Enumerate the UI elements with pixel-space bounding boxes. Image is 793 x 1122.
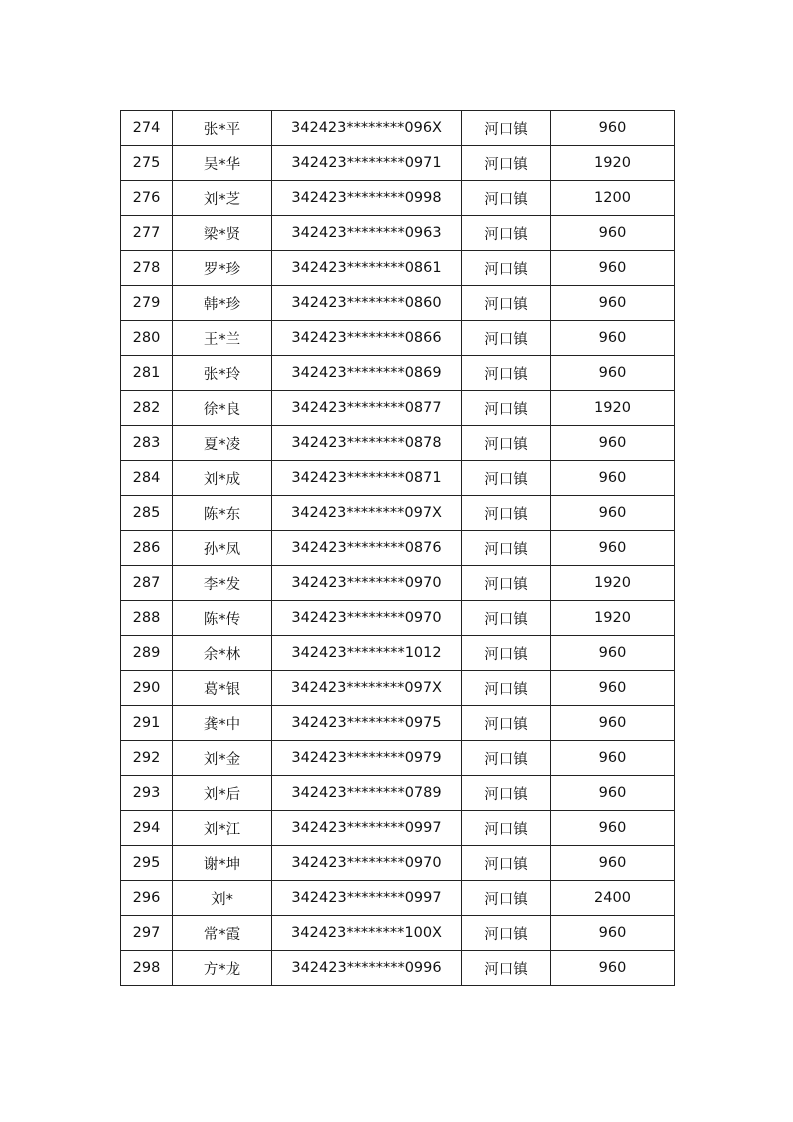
town-cell: 河口镇 <box>462 216 551 251</box>
amount-cell: 1920 <box>551 391 675 426</box>
amount-cell: 960 <box>551 811 675 846</box>
id-number-cell: 342423********0871 <box>272 461 462 496</box>
id-number-cell: 342423********0975 <box>272 706 462 741</box>
name-cell: 孙*凤 <box>173 531 272 566</box>
table-row <box>121 146 675 181</box>
amount-cell: 960 <box>551 671 675 706</box>
name-cell: 刘*成 <box>173 461 272 496</box>
name-cell: 刘*江 <box>173 811 272 846</box>
id-number-cell: 342423********0789 <box>272 776 462 811</box>
row-number-cell: 278 <box>121 251 173 286</box>
row-number-cell: 285 <box>121 496 173 531</box>
row-number-cell: 275 <box>121 146 173 181</box>
name-cell: 龚*中 <box>173 706 272 741</box>
town-cell: 河口镇 <box>462 146 551 181</box>
town-cell: 河口镇 <box>462 321 551 356</box>
name-cell: 陈*东 <box>173 496 272 531</box>
subsidy-table <box>120 110 675 986</box>
amount-cell: 1200 <box>551 181 675 216</box>
town-cell: 河口镇 <box>462 636 551 671</box>
amount-cell: 960 <box>551 356 675 391</box>
amount-cell: 960 <box>551 286 675 321</box>
table-row <box>121 566 675 601</box>
amount-cell: 960 <box>551 216 675 251</box>
name-cell: 张*平 <box>173 111 272 146</box>
name-cell: 梁*贤 <box>173 216 272 251</box>
id-number-cell: 342423********0971 <box>272 146 462 181</box>
row-number-cell: 290 <box>121 671 173 706</box>
id-number-cell: 342423********0860 <box>272 286 462 321</box>
id-number-cell: 342423********096X <box>272 111 462 146</box>
amount-cell: 1920 <box>551 566 675 601</box>
table-row <box>121 181 675 216</box>
table-row <box>121 601 675 636</box>
amount-cell: 960 <box>551 426 675 461</box>
id-number-cell: 342423********0996 <box>272 951 462 986</box>
id-number-cell: 342423********0979 <box>272 741 462 776</box>
name-cell: 刘*芝 <box>173 181 272 216</box>
amount-cell: 1920 <box>551 146 675 181</box>
id-number-cell: 342423********0876 <box>272 531 462 566</box>
name-cell: 余*林 <box>173 636 272 671</box>
amount-cell: 1920 <box>551 601 675 636</box>
amount-cell: 960 <box>551 776 675 811</box>
name-cell: 罗*珍 <box>173 251 272 286</box>
name-cell: 夏*凌 <box>173 426 272 461</box>
town-cell: 河口镇 <box>462 426 551 461</box>
row-number-cell: 284 <box>121 461 173 496</box>
row-number-cell: 297 <box>121 916 173 951</box>
name-cell: 葛*银 <box>173 671 272 706</box>
town-cell: 河口镇 <box>462 496 551 531</box>
town-cell: 河口镇 <box>462 671 551 706</box>
town-cell: 河口镇 <box>462 286 551 321</box>
name-cell: 刘* <box>173 881 272 916</box>
town-cell: 河口镇 <box>462 531 551 566</box>
id-number-cell: 342423********0869 <box>272 356 462 391</box>
amount-cell: 960 <box>551 461 675 496</box>
table-row <box>121 356 675 391</box>
id-number-cell: 342423********0963 <box>272 216 462 251</box>
row-number-cell: 298 <box>121 951 173 986</box>
town-cell: 河口镇 <box>462 566 551 601</box>
town-cell: 河口镇 <box>462 391 551 426</box>
table-row <box>121 706 675 741</box>
amount-cell: 960 <box>551 111 675 146</box>
name-cell: 谢*坤 <box>173 846 272 881</box>
id-number-cell: 342423********0997 <box>272 881 462 916</box>
amount-cell: 2400 <box>551 881 675 916</box>
row-number-cell: 293 <box>121 776 173 811</box>
name-cell: 方*龙 <box>173 951 272 986</box>
id-number-cell: 342423********100X <box>272 916 462 951</box>
row-number-cell: 280 <box>121 321 173 356</box>
town-cell: 河口镇 <box>462 846 551 881</box>
town-cell: 河口镇 <box>462 811 551 846</box>
name-cell: 王*兰 <box>173 321 272 356</box>
table-row <box>121 951 675 986</box>
id-number-cell: 342423********0970 <box>272 566 462 601</box>
amount-cell: 960 <box>551 251 675 286</box>
table-row <box>121 461 675 496</box>
id-number-cell: 342423********097X <box>272 496 462 531</box>
amount-cell: 960 <box>551 846 675 881</box>
amount-cell: 960 <box>551 531 675 566</box>
row-number-cell: 287 <box>121 566 173 601</box>
id-number-cell: 342423********097X <box>272 671 462 706</box>
row-number-cell: 276 <box>121 181 173 216</box>
row-number-cell: 281 <box>121 356 173 391</box>
table-row <box>121 881 675 916</box>
name-cell: 刘*后 <box>173 776 272 811</box>
table-row <box>121 391 675 426</box>
table-row <box>121 671 675 706</box>
name-cell: 陈*传 <box>173 601 272 636</box>
row-number-cell: 291 <box>121 706 173 741</box>
table-row <box>121 286 675 321</box>
name-cell: 李*发 <box>173 566 272 601</box>
amount-cell: 960 <box>551 496 675 531</box>
id-number-cell: 342423********0998 <box>272 181 462 216</box>
table-row <box>121 916 675 951</box>
name-cell: 徐*良 <box>173 391 272 426</box>
row-number-cell: 292 <box>121 741 173 776</box>
town-cell: 河口镇 <box>462 461 551 496</box>
id-number-cell: 342423********0866 <box>272 321 462 356</box>
row-number-cell: 286 <box>121 531 173 566</box>
town-cell: 河口镇 <box>462 251 551 286</box>
name-cell: 韩*珍 <box>173 286 272 321</box>
table-row <box>121 531 675 566</box>
table-row <box>121 321 675 356</box>
table-row <box>121 496 675 531</box>
row-number-cell: 283 <box>121 426 173 461</box>
table-row <box>121 741 675 776</box>
name-cell: 吴*华 <box>173 146 272 181</box>
amount-cell: 960 <box>551 706 675 741</box>
id-number-cell: 342423********1012 <box>272 636 462 671</box>
amount-cell: 960 <box>551 741 675 776</box>
table-body <box>121 111 675 986</box>
id-number-cell: 342423********0877 <box>272 391 462 426</box>
town-cell: 河口镇 <box>462 356 551 391</box>
row-number-cell: 295 <box>121 846 173 881</box>
row-number-cell: 294 <box>121 811 173 846</box>
amount-cell: 960 <box>551 321 675 356</box>
id-number-cell: 342423********0861 <box>272 251 462 286</box>
amount-cell: 960 <box>551 636 675 671</box>
table-row <box>121 216 675 251</box>
amount-cell: 960 <box>551 916 675 951</box>
table-row <box>121 251 675 286</box>
id-number-cell: 342423********0970 <box>272 846 462 881</box>
id-number-cell: 342423********0878 <box>272 426 462 461</box>
row-number-cell: 274 <box>121 111 173 146</box>
table-row <box>121 846 675 881</box>
town-cell: 河口镇 <box>462 181 551 216</box>
row-number-cell: 288 <box>121 601 173 636</box>
town-cell: 河口镇 <box>462 111 551 146</box>
id-number-cell: 342423********0997 <box>272 811 462 846</box>
row-number-cell: 289 <box>121 636 173 671</box>
table-row <box>121 636 675 671</box>
town-cell: 河口镇 <box>462 776 551 811</box>
row-number-cell: 282 <box>121 391 173 426</box>
name-cell: 常*霞 <box>173 916 272 951</box>
town-cell: 河口镇 <box>462 741 551 776</box>
town-cell: 河口镇 <box>462 601 551 636</box>
table-row <box>121 426 675 461</box>
town-cell: 河口镇 <box>462 916 551 951</box>
id-number-cell: 342423********0970 <box>272 601 462 636</box>
row-number-cell: 279 <box>121 286 173 321</box>
town-cell: 河口镇 <box>462 706 551 741</box>
name-cell: 刘*金 <box>173 741 272 776</box>
town-cell: 河口镇 <box>462 881 551 916</box>
table-row <box>121 111 675 146</box>
row-number-cell: 277 <box>121 216 173 251</box>
town-cell: 河口镇 <box>462 951 551 986</box>
table-row <box>121 811 675 846</box>
table-row <box>121 776 675 811</box>
row-number-cell: 296 <box>121 881 173 916</box>
amount-cell: 960 <box>551 951 675 986</box>
name-cell: 张*玲 <box>173 356 272 391</box>
